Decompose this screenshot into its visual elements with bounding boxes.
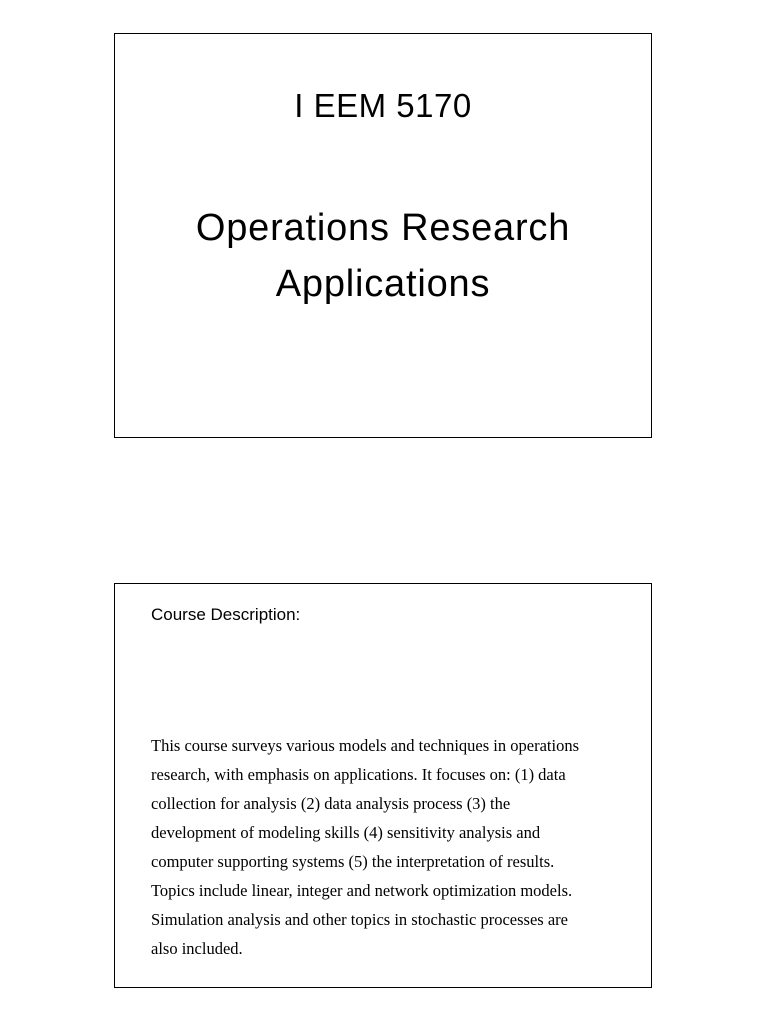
course-title-line: Applications bbox=[275, 263, 491, 305]
course-title-line: Operations Research bbox=[195, 207, 571, 249]
course-description-slide bbox=[114, 583, 652, 988]
description-line: Topics include linear, integer and network optimization models. bbox=[151, 881, 573, 900]
course-description-text bbox=[151, 731, 631, 963]
title-slide bbox=[114, 33, 652, 438]
course-title bbox=[115, 200, 651, 312]
course-code: I EEM 5170 bbox=[294, 87, 472, 124]
description-line: collection for analysis (2) data analysis process (3) the bbox=[151, 794, 511, 813]
section-heading: Course Description: bbox=[151, 605, 301, 624]
description-line: Simulation analysis and other topics in stochastic processes are bbox=[151, 910, 568, 929]
description-line: also included. bbox=[151, 939, 243, 958]
description-line: research, with emphasis on applications. It focuses on: (1) data bbox=[151, 765, 566, 784]
description-line: This course surveys various models and techniques in operations bbox=[151, 736, 579, 755]
description-line: development of modeling skills (4) sensitivity analysis and bbox=[151, 823, 541, 842]
description-line: computer supporting systems (5) the interpretation of results. bbox=[151, 852, 555, 871]
